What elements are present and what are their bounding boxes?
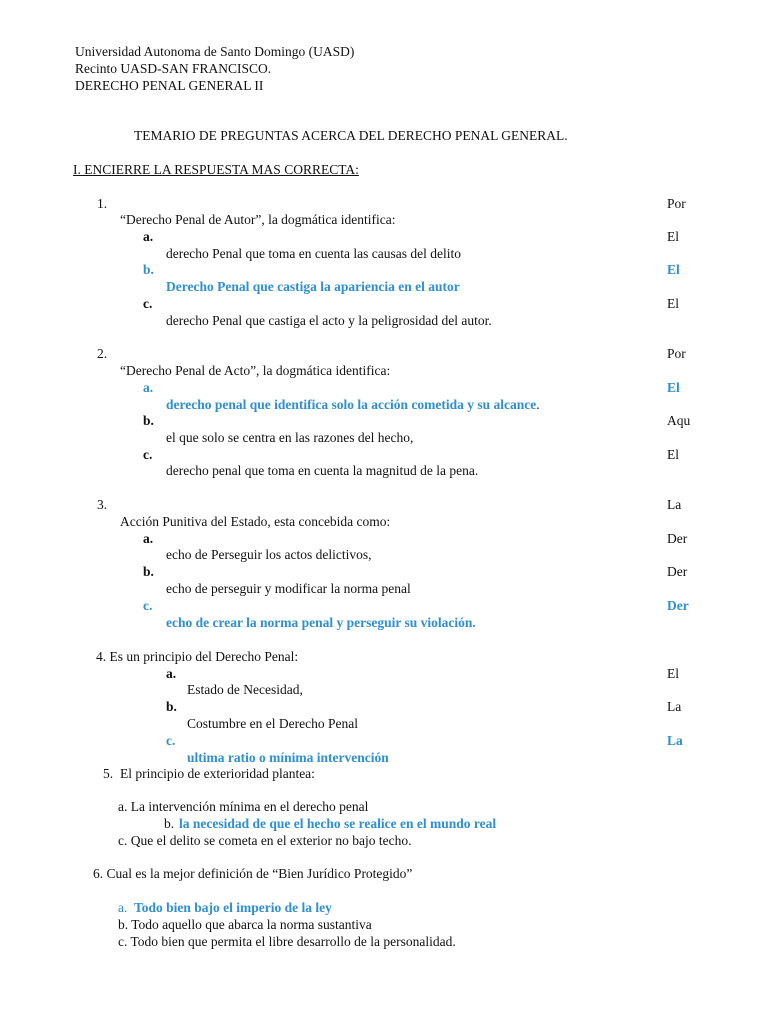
q1-a-right-fragment: El xyxy=(667,229,679,244)
q5-option-c: c. Que el delito se cometa en el exterior no bajo techo. xyxy=(118,833,412,848)
q4-c-letter: c. xyxy=(166,733,176,748)
q3-text: Acción Punitiva del Estado, esta concebida como: xyxy=(120,514,391,529)
q3-c-text: echo de crear la norma penal y perseguir su violación. xyxy=(166,615,476,630)
q2-a-right-fragment: El xyxy=(667,380,680,395)
q3-c-letter: c. xyxy=(143,598,153,613)
university-name: Universidad Autonoma de Santo Domingo (UASD) xyxy=(75,44,355,59)
q2-c-text: derecho penal que toma en cuenta la magnitud de la pena. xyxy=(166,463,479,478)
q1-b-right-fragment: El xyxy=(667,262,680,277)
q5-number: 5. xyxy=(103,766,114,781)
q2-a-line xyxy=(166,398,540,412)
q2-c-right-fragment: El xyxy=(667,447,679,462)
q4-b-text: Costumbre en el Derecho Penal xyxy=(187,716,358,731)
q1-c-right-fragment: El xyxy=(667,296,679,311)
q2-b-letter: b. xyxy=(143,413,154,428)
q6-option-b: b. Todo aquello que abarca la norma sustantiva xyxy=(118,917,372,932)
q2-b-text: el que solo se centra en las razones del hecho, xyxy=(166,430,414,445)
q2-b-right-fragment: Aqu xyxy=(667,413,691,428)
q1-number: 1. xyxy=(97,196,108,211)
q4-c-text: ultima ratio o mínima intervención xyxy=(187,750,389,765)
q1-c-letter: c. xyxy=(143,296,153,311)
q4-c-right-fragment: La xyxy=(667,733,683,748)
q3-c-right-fragment: Der xyxy=(667,598,689,613)
q1-a-text: derecho Penal que toma en cuenta las causas del delito xyxy=(166,246,462,261)
q6-a-text: Todo bien bajo el imperio de la ley xyxy=(134,900,332,915)
q1-text: “Derecho Penal de Autor”, la dogmática identifica: xyxy=(120,212,396,227)
q4-b-right-fragment: La xyxy=(667,699,682,714)
q5-b-text: la necesidad de que el hecho se realice en el mundo real xyxy=(179,816,497,831)
q6-a-letter: a. xyxy=(118,900,128,915)
q3-b-text: echo de perseguir y modificar la norma penal xyxy=(166,581,411,596)
q3-a-letter: a. xyxy=(143,531,154,546)
q5-b-letter: b. xyxy=(164,816,175,831)
q3-b-right-fragment: Der xyxy=(667,564,688,579)
q1-right-fragment: Por xyxy=(667,196,686,211)
q4-a-letter: a. xyxy=(166,666,177,681)
q4-text: 4. Es un principio del Derecho Penal: xyxy=(96,649,299,664)
q3-a-text: echo de Perseguir los actos delictivos, xyxy=(166,547,372,562)
q6-text: 6. Cual es la mejor definición de “Bien Jurídico Protegido” xyxy=(93,866,413,881)
q4-a-text: Estado de Necesidad, xyxy=(187,682,303,697)
q1-c-text: derecho Penal que castiga el acto y la peligrosidad del autor. xyxy=(166,313,492,328)
q2-a-letter: a. xyxy=(143,380,154,395)
q1-b-text: Derecho Penal que castiga la apariencia en el autor xyxy=(166,279,460,294)
q2-a-period: . xyxy=(536,397,540,412)
q4-b-letter: b. xyxy=(166,699,177,714)
q3-number: 3. xyxy=(97,497,108,512)
section-heading: I. ENCIERRE LA RESPUESTA MAS CORRECTA: xyxy=(73,162,359,177)
q6-option-c: c. Todo bien que permita el libre desarrollo de la personalidad. xyxy=(118,934,456,949)
campus-name: Recinto UASD-SAN FRANCISCO. xyxy=(75,61,272,76)
q2-c-letter: c. xyxy=(143,447,153,462)
q3-right-fragment: La xyxy=(667,497,682,512)
q3-a-right-fragment: Der xyxy=(667,531,688,546)
q1-a-letter: a. xyxy=(143,229,154,244)
course-name: DERECHO PENAL GENERAL II xyxy=(75,78,264,93)
document-title: TEMARIO DE PREGUNTAS ACERCA DEL DERECHO PENAL GENERAL. xyxy=(134,128,568,143)
q5-option-a: a. La intervención mínima en el derecho penal xyxy=(118,799,369,814)
q3-b-letter: b. xyxy=(143,564,154,579)
q5-text: El principio de exterioridad plantea: xyxy=(120,766,315,781)
q1-b-letter: b. xyxy=(143,262,154,277)
q2-a-text: derecho penal que identifica solo la acción cometida y su alcance xyxy=(166,397,537,412)
q2-number: 2. xyxy=(97,346,108,361)
q4-a-right-fragment: El xyxy=(667,666,679,681)
q2-text: “Derecho Penal de Acto”, la dogmática identifica: xyxy=(120,363,391,378)
q2-right-fragment: Por xyxy=(667,346,686,361)
